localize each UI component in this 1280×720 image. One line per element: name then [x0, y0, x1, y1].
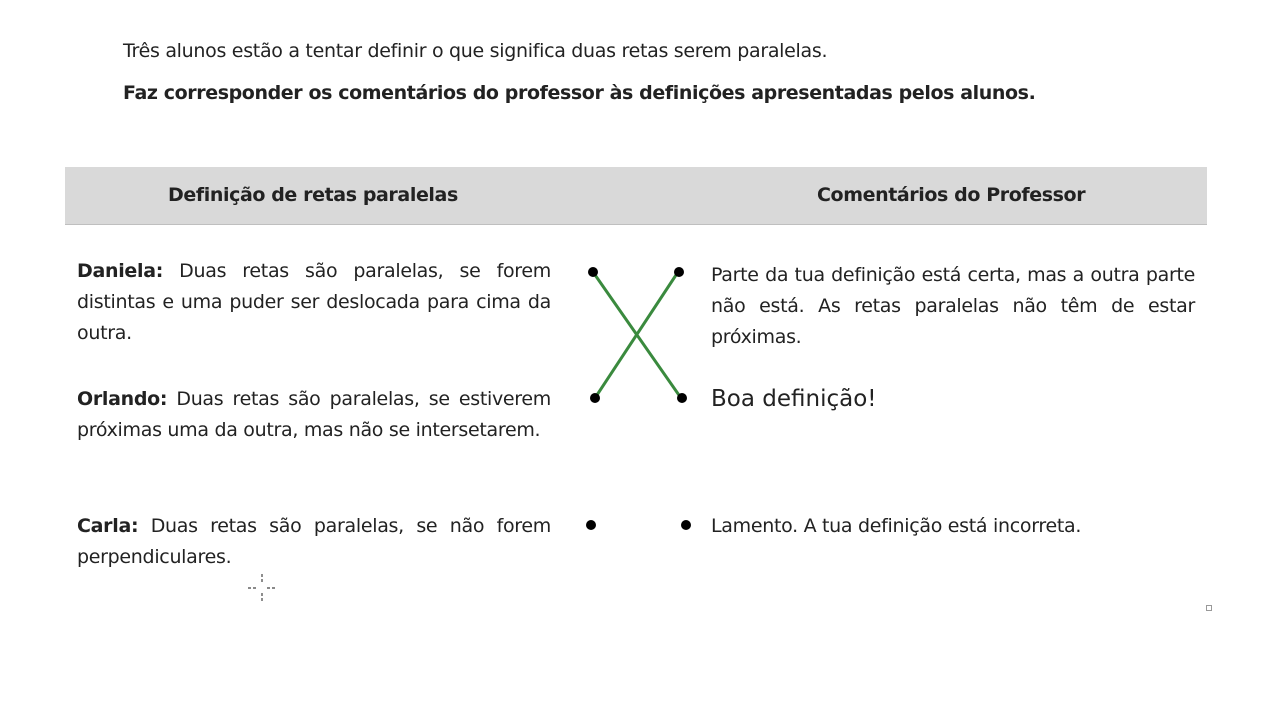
comment-incorrect: Lamento. A tua definição está incorreta.: [711, 515, 1082, 537]
comment-good: Boa definição!: [711, 386, 877, 412]
comments-column-header: Comentários do Professor: [817, 184, 1086, 206]
student-name-carla: Carla:: [77, 515, 139, 537]
comment-partial: Parte da tua definição está certa, mas a outra parte não está. As retas paralelas não têm de estar próximas.: [711, 264, 1195, 348]
intro-text: Três alunos estão a tentar definir o que significa duas retas serem paralelas.: [123, 40, 828, 62]
definitions-column-header: Definição de retas paralelas: [168, 184, 458, 206]
table-header: [65, 167, 1207, 225]
resize-handle-icon: [1206, 605, 1212, 611]
definition-carla: [77, 511, 551, 573]
definition-text-daniela: Duas retas são paralelas, se forem distintas e uma puder ser deslocada para cima da outra.: [77, 260, 551, 344]
left-dot-orlando[interactable]: [590, 393, 600, 403]
connector-line-orlando: [595, 272, 678, 398]
connector-line-daniela: [593, 272, 681, 398]
right-dot-good[interactable]: [677, 393, 687, 403]
right-dot-incorrect[interactable]: [681, 520, 691, 530]
definition-text-orlando: Duas retas são paralelas, se estiverem próximas uma da outra, mas não se intersetarem.: [77, 388, 551, 441]
definition-text-carla: Duas retas são paralelas, se não forem perpendiculares.: [77, 515, 551, 568]
right-dot-partial[interactable]: [674, 267, 684, 277]
crosshair-cursor-icon: [248, 574, 276, 602]
instruction-text: Faz corresponder os comentários do professor às definições apresentadas pelos alunos.: [123, 82, 1036, 104]
student-name-daniela: Daniela:: [77, 260, 164, 282]
definition-orlando: [77, 384, 551, 446]
left-dot-carla[interactable]: [586, 520, 596, 530]
left-dot-daniela[interactable]: [588, 267, 598, 277]
definition-daniela: [77, 256, 551, 349]
student-name-orlando: Orlando:: [77, 388, 168, 410]
